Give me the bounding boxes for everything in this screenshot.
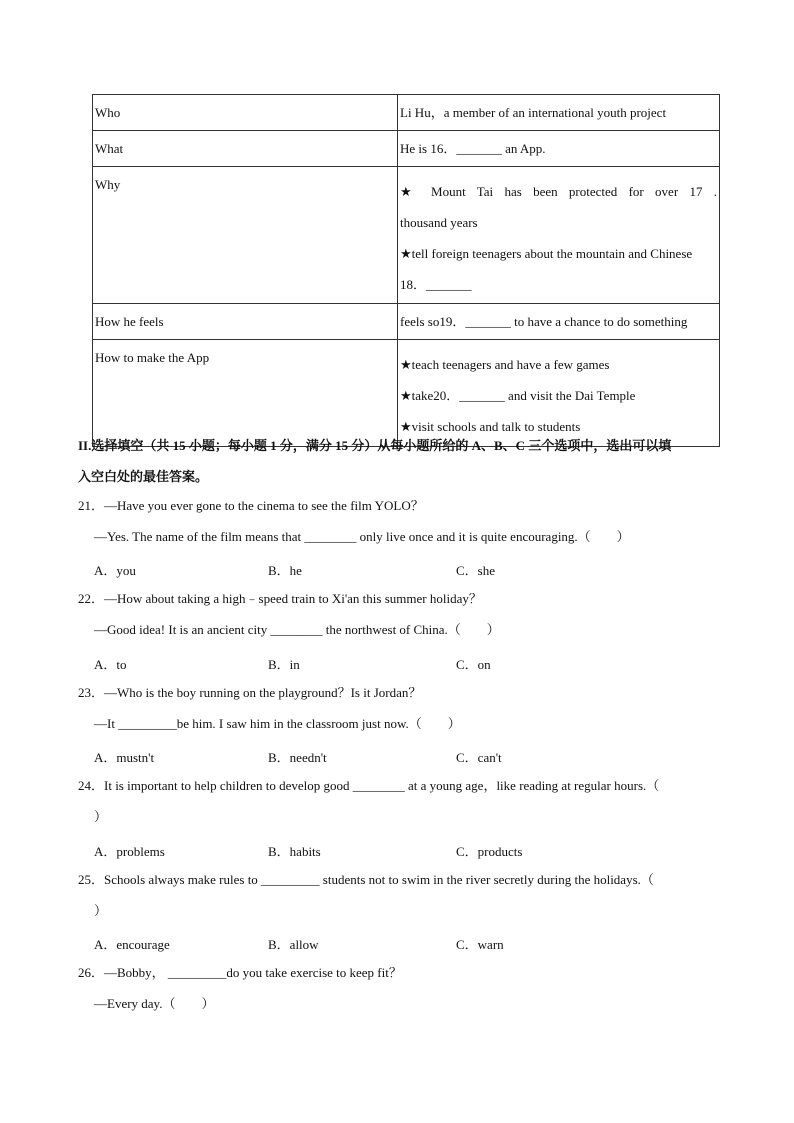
- option-c[interactable]: C．can't: [456, 750, 502, 765]
- row-label: How to make the App: [93, 340, 398, 447]
- table-row: [93, 131, 720, 167]
- section-heading: II.选择填空（共 15 小题；每小题 1 分，满分 15 分）从每小题所给的 A、B、C 三个选项中，选出可以填 入空白处的最佳答案。: [78, 438, 672, 484]
- option-c[interactable]: C．she: [456, 563, 496, 578]
- option-b[interactable]: B．habits: [268, 844, 321, 859]
- option-c[interactable]: C．warn: [456, 937, 504, 952]
- option-c[interactable]: C．on: [456, 657, 491, 672]
- option-a[interactable]: A．you: [94, 563, 136, 578]
- option-a[interactable]: A．problems: [94, 844, 165, 859]
- row-label: Who: [93, 95, 398, 131]
- option-a[interactable]: A．encourage: [94, 937, 170, 952]
- row-content: He is 16．_______ an App.: [398, 131, 720, 167]
- row-label: What: [93, 131, 398, 167]
- row-content: feels so19．_______ to have a chance to do something: [398, 304, 720, 340]
- question-21: 21．—Have you ever gone to the cinema to see the film YOLO？ —Yes. The name of the film means that ________ only live once and it is quite encouraging.（ ）: [78, 498, 630, 544]
- row-label: Why: [93, 167, 398, 304]
- question-26: 26．—Bobby， _________do you take exercise to keep fit？ —Every day.（ ）: [78, 965, 402, 1011]
- question-24: 24．It is important to help children to develop good ________ at a young age，like reading at regular hours.（ ）: [78, 778, 660, 824]
- question-22: 22．—How about taking a high﹣speed train to Xi'an this summer holiday？ —Good idea! It is an ancient city ________ the northwest of China.（ ）: [78, 591, 500, 637]
- option-b[interactable]: B．in: [268, 657, 300, 672]
- option-b[interactable]: B．needn't: [268, 750, 327, 765]
- option-c[interactable]: C．products: [456, 844, 523, 859]
- row-label: How he feels: [93, 304, 398, 340]
- question-23: 23．—Who is the boy running on the playground？Is it Jordan？ —It _________be him. I saw him in the classroom just now.（ ）: [78, 685, 461, 731]
- row-content: Li Hu，a member of an international youth project: [398, 95, 720, 131]
- table-row: [93, 304, 720, 340]
- question-25: 25．Schools always make rules to _________ students not to swim in the river secretly during the holidays.（ ）: [78, 872, 654, 918]
- row-content: ★ Mount Tai has been protected for over 17 . thousand years ★tell foreign teenagers about the mountain and Chinese 18．_______: [398, 167, 720, 304]
- option-b[interactable]: B．allow: [268, 937, 319, 952]
- option-b[interactable]: B．he: [268, 563, 302, 578]
- table-row: [93, 95, 720, 131]
- option-a[interactable]: A．to: [94, 657, 127, 672]
- option-a[interactable]: A．mustn't: [94, 750, 155, 765]
- info-table: [92, 94, 720, 447]
- table-row: [93, 167, 720, 304]
- row-content: ★teach teenagers and have a few games ★take20．_______ and visit the Dai Temple ★visit schools and talk to students: [398, 340, 720, 447]
